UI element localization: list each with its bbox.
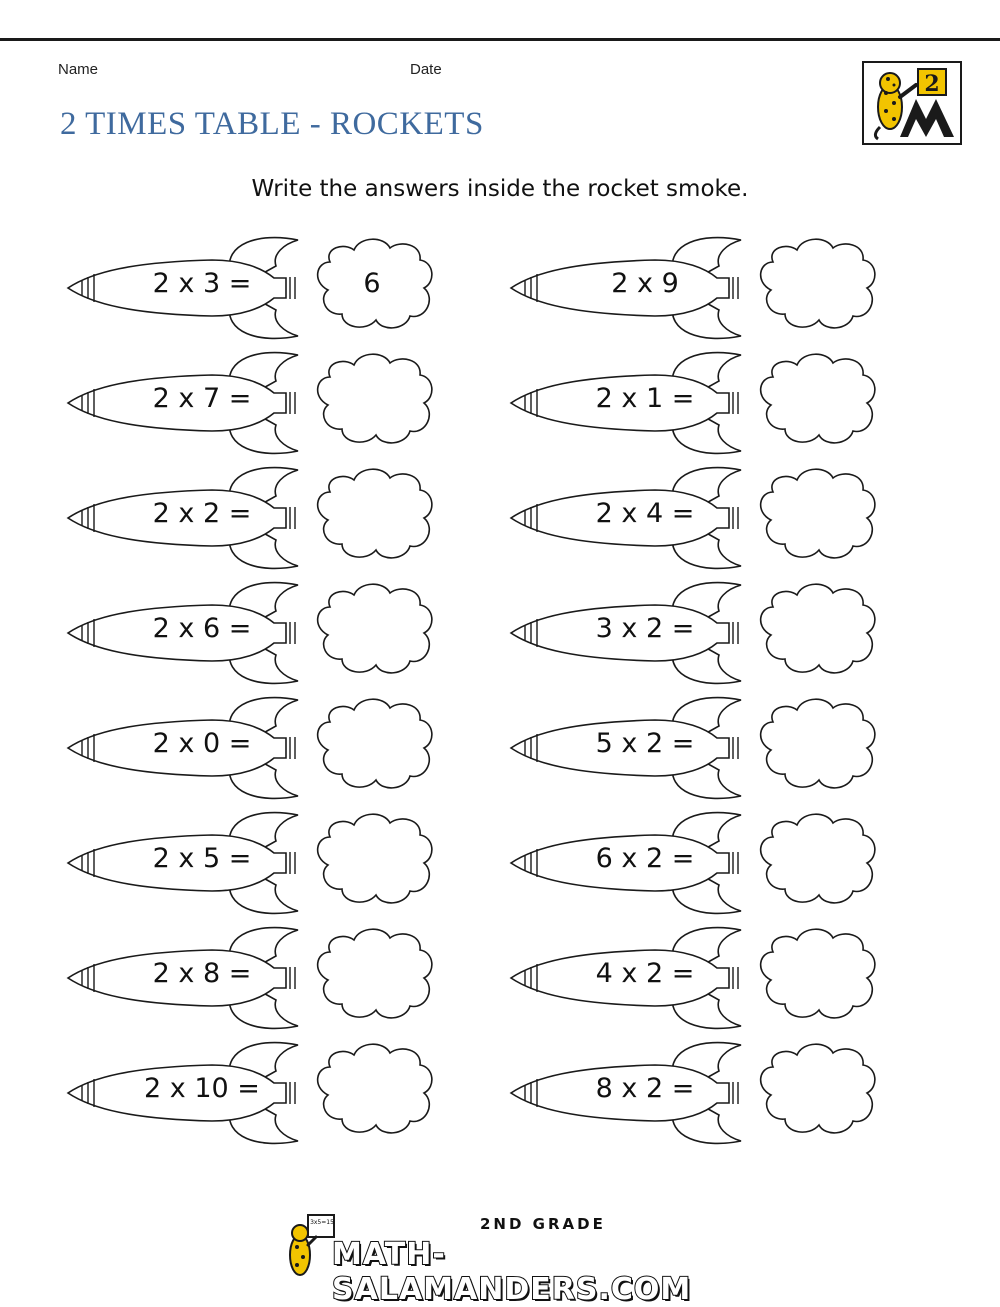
rocket-question: 4 x 2 = [595,958,695,989]
rocket-question: 6 x 2 = [595,843,695,874]
footer-board-text: 3x5=15 [310,1219,334,1226]
smoke-cloud-icon [761,354,875,443]
rocket-problem [62,347,502,459]
smoke-cloud-icon [761,584,875,673]
top-rule [0,38,1000,41]
rocket-problem [505,807,945,919]
footer-site-name: MATH-SALAMANDERS.COM [332,1237,692,1307]
instruction-text: Write the answers inside the rocket smoke. [251,176,749,202]
salamander-logo-icon [862,61,962,145]
name-label: Name [58,61,99,78]
smoke-cloud-icon [318,584,432,673]
smoke-cloud-icon [761,239,875,328]
rocket-problem [505,462,945,574]
rocket-question: 2 x 0 = [152,728,252,759]
rocket-question: 2 x 2 = [152,498,252,529]
footer-grade: 2ND GRADE [480,1215,606,1233]
rocket-problem [505,1037,945,1149]
rocket-question: 2 x 9 [611,268,679,299]
smoke-cloud-icon [761,699,875,788]
rocket-problem [505,347,945,459]
logo-number: 2 [924,71,940,97]
rocket-problem [62,577,502,689]
footer-logo [280,1213,730,1307]
smoke-cloud-icon [761,814,875,903]
smoke-cloud-icon [761,1044,875,1133]
rocket-problem [62,807,502,919]
smoke-cloud-icon [318,354,432,443]
rocket-question: 2 x 1 = [595,383,695,414]
rocket-question: 2 x 7 = [152,383,252,414]
rocket-problem [62,1037,502,1149]
rocket-problem [505,577,945,689]
rocket-question: 2 x 4 = [595,498,695,529]
rocket-question: 2 x 5 = [152,843,252,874]
smoke-cloud-icon [318,1044,432,1133]
rocket-question: 2 x 3 = [152,268,252,299]
rocket-answer-field[interactable]: 6 [363,268,381,299]
rocket-question: 5 x 2 = [595,728,695,759]
rocket-question: 2 x 6 = [152,613,252,644]
smoke-cloud-icon [318,929,432,1018]
date-label: Date [410,61,442,78]
rocket-problem [62,922,502,1034]
rocket-question: 2 x 8 = [152,958,252,989]
rocket-problem [62,232,502,344]
smoke-cloud-icon [761,929,875,1018]
smoke-cloud-icon [318,814,432,903]
rocket-problem [505,692,945,804]
smoke-cloud-icon [318,469,432,558]
rocket-problem [505,922,945,1034]
page-title: 2 TIMES TABLE - ROCKETS [60,106,484,142]
smoke-cloud-icon [318,699,432,788]
rocket-problem [62,692,502,804]
rocket-problem [62,462,502,574]
rocket-question: 2 x 10 = [144,1073,260,1104]
rocket-question: 3 x 2 = [595,613,695,644]
rocket-question: 8 x 2 = [595,1073,695,1104]
rocket-problem [505,232,945,344]
smoke-cloud-icon [761,469,875,558]
